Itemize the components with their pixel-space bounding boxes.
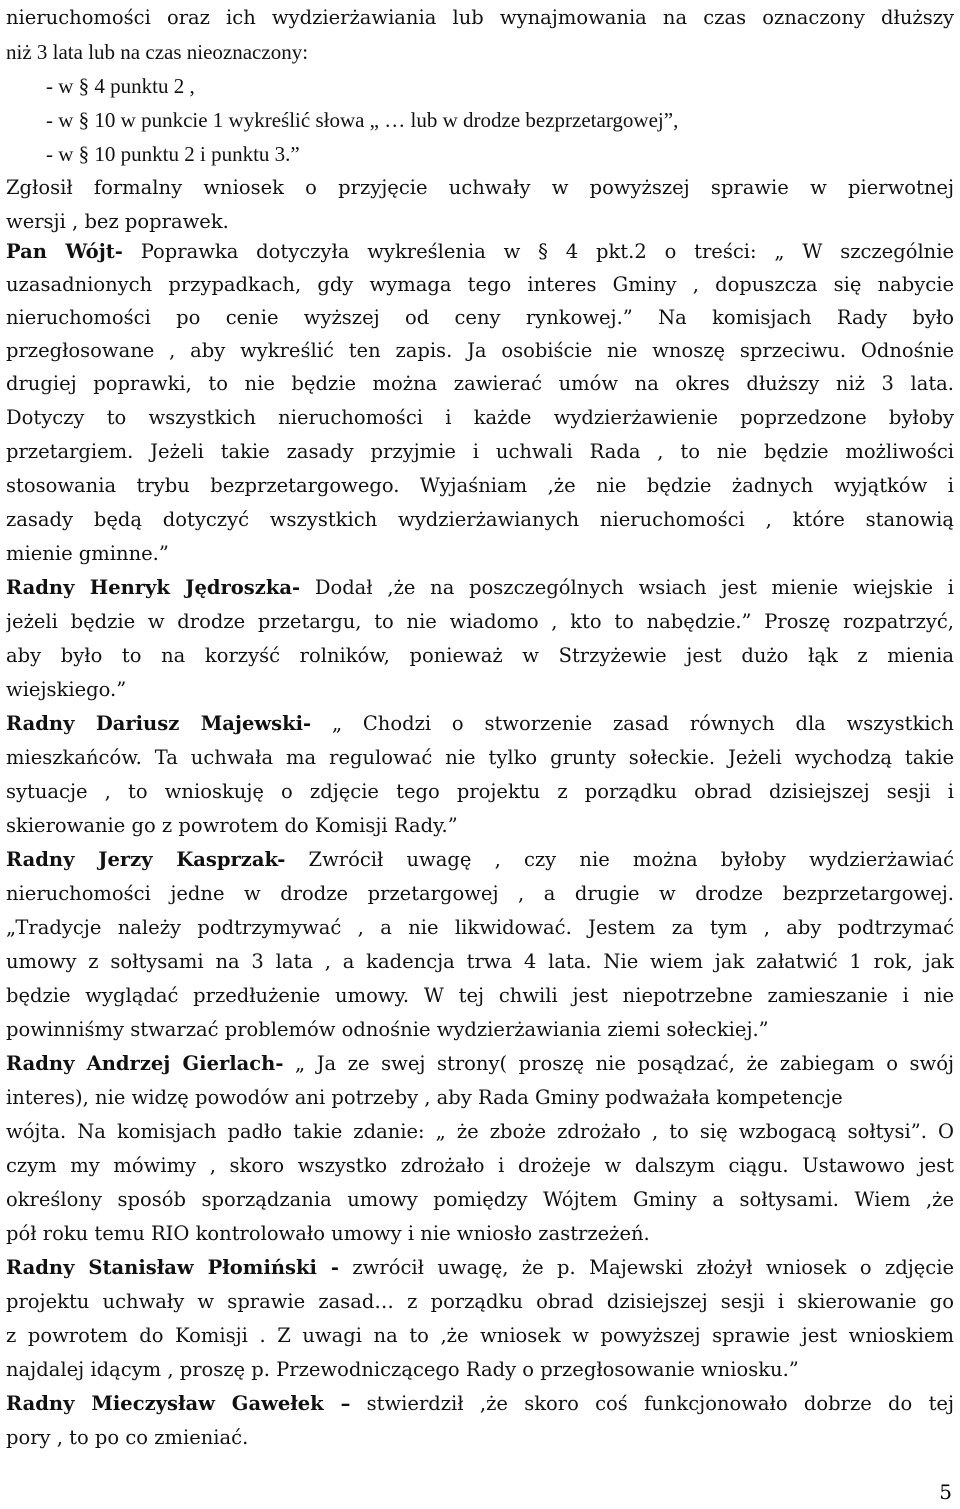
speaker-line xyxy=(6,236,954,268)
speaker-line xyxy=(6,844,954,876)
text-line: najdalej idącym , proszę p. Przewodniczącego Rady o przegłosowanie wniosku.” xyxy=(6,1358,799,1381)
speaker-line xyxy=(6,572,954,604)
text-line: wiejskiego.” xyxy=(6,678,127,701)
text-line: uzasadnionych przypadkach, gdy wymaga tego interes Gminy , dopuszcza się nabycie xyxy=(6,273,954,296)
speech-text: zwrócił uwagę, że p. Majewski złożył wniosek o zdjęcie xyxy=(352,1256,954,1279)
text-line: projektu uchwały w sprawie zasad… z porządku obrad dzisiejszej sesji i skierowanie go xyxy=(6,1290,954,1313)
text-line: mieszkańców. Ta uchwała ma regulować nie tylko grunty sołeckie. Jeżeli wychodzą takie xyxy=(6,746,954,769)
speaker-name: Radny Henryk Jędroszka- xyxy=(6,576,301,599)
speech-text: „ Ja ze swej strony( proszę nie posądzać, że zabiegam o swój xyxy=(295,1052,954,1075)
text-line: interes), nie widzę powodów ani potrzeby , aby Rada Gminy podważała kompetencje xyxy=(6,1086,843,1109)
text-line: określony sposób sporządzania umowy pomiędzy Wójtem Gminy a sołtysami. Wiem ,że xyxy=(6,1188,954,1211)
speaker-name: Radny Stanisław Płomiński - xyxy=(6,1256,340,1279)
text-line: sytuacje , to wnioskuję o zdjęcie tego projektu z porządku obrad dzisiejszej sesji i xyxy=(6,780,954,803)
speaker-name: Radny Dariusz Majewski- xyxy=(6,712,312,735)
text-line: nieruchomości po cenie wyższej od ceny rynkowej.” Na komisjach Rady było xyxy=(6,306,954,329)
speech-text: Poprawka dotyczyła wykreślenia w § 4 pkt.2 o treści: „ W szczególnie xyxy=(140,240,954,263)
text-line: „Tradycje należy podtrzymywać , a nie likwidować. Jestem za tym , aby podtrzymać xyxy=(6,916,954,939)
speech-text: Zwrócił uwagę , czy nie można byłoby wydzierżawiać xyxy=(308,848,954,871)
speaker-name: Radny Jerzy Kasprzak- xyxy=(6,848,286,871)
text-line: powinniśmy stwarzać problemów odnośnie wydzierżawiania ziemi sołeckiej.” xyxy=(6,1018,769,1041)
speaker-line xyxy=(6,1388,954,1420)
text-line: Dotyczy to wszystkich nieruchomości i każde wydzierżawienie poprzedzone byłoby xyxy=(6,406,954,429)
text-line: skierowanie go z powrotem do Komisji Rady.” xyxy=(6,814,458,837)
text-line: przegłosowane , aby wykreślić ten zapis. Ja osobiście nie wnoszę sprzeciwu. Odnośnie xyxy=(6,339,954,362)
text-line: Zgłosił formalny wniosek o przyjęcie uchwały w powyższej sprawie w pierwotnej xyxy=(6,176,954,199)
text-line: stosowania trybu bezprzetargowego. Wyjaśniam ,że nie będzie żadnych wyjątków i xyxy=(6,474,954,497)
speech-text: Dodał ,że na poszczególnych wsiach jest mienie wiejskie i xyxy=(314,576,954,599)
text-line: umowy z sołtysami na 3 lata , a kadencja trwa 4 lata. Nie wiem jak załatwić 1 rok, jak xyxy=(6,950,954,973)
text-line: czym my mówimy , skoro wszystko zdrożało i drożeje w dalszym ciągu. Ustawowo jest xyxy=(6,1154,954,1177)
speaker-name: Radny Mieczysław Gawełek – xyxy=(6,1392,351,1415)
text-line: wersji , bez poprawek. xyxy=(6,210,229,233)
text-line: z powrotem do Komisji . Z uwagi na to ,że wniosek w powyższej sprawie jest wnioskiem xyxy=(6,1324,954,1347)
text-line: pół roku temu RIO kontrolowało umowy i nie wniosło zastrzeżeń. xyxy=(6,1222,650,1245)
speaker-name: Radny Andrzej Gierlach- xyxy=(6,1052,284,1075)
text-line: niż 3 lata lub na czas nieoznaczony: xyxy=(6,40,309,64)
speech-text: „ Chodzi o stworzenie zasad równych dla wszystkich xyxy=(331,712,954,735)
text-line: wójta. Na komisjach padło takie zdanie: „ że zboże zdrożało , to się wzbogacą sołtysi”. O xyxy=(6,1120,954,1143)
speaker-line xyxy=(6,708,954,740)
text-line: zasady będą dotyczyć wszystkich wydzierżawianych nieruchomości , które stanowią xyxy=(6,508,954,531)
page-number: 5 xyxy=(939,1480,952,1504)
text-line: nieruchomości oraz ich wydzierżawiania lub wynajmowania na czas oznaczony dłuższy xyxy=(6,6,954,29)
text-line: drugiej poprawki, to nie będzie można zawierać umów na okres dłuższy niż 3 lata. xyxy=(6,372,954,395)
list-item: - w § 4 punktu 2 , xyxy=(46,74,195,98)
list-item: - w § 10 w punkcie 1 wykreślić słowa „ … lub w drodze bezprzetargowej”, xyxy=(46,108,679,132)
speaker-line xyxy=(6,1048,954,1080)
text-line: mienie gminne.” xyxy=(6,542,169,565)
text-line: pory , to po co zmieniać. xyxy=(6,1426,249,1449)
text-line: aby było to na korzyść rolników, ponieważ w Strzyżewie jest dużo łąk z mienia xyxy=(6,644,954,667)
list-item: - w § 10 punktu 2 i punktu 3.” xyxy=(46,142,300,166)
text-line: nieruchomości jedne w drodze przetargowej , a drugie w drodze bezprzetargowej. xyxy=(6,882,954,905)
text-line: przetargiem. Jeżeli takie zasady przyjmie i uchwali Rada , to nie będzie możliwości xyxy=(6,440,954,463)
speaker-line xyxy=(6,1252,954,1284)
speech-text: stwierdził ,że skoro coś funkcjonowało dobrze do tej xyxy=(366,1392,954,1415)
text-line: będzie wyglądać przedłużenie umowy. W tej chwili jest niepotrzebne zamieszanie i nie xyxy=(6,984,954,1007)
text-line: jeżeli będzie w drodze przetargu, to nie wiadomo , kto to nabędzie.” Proszę rozpatrzyć, xyxy=(6,610,954,633)
speaker-name: Pan Wójt- xyxy=(6,240,123,263)
